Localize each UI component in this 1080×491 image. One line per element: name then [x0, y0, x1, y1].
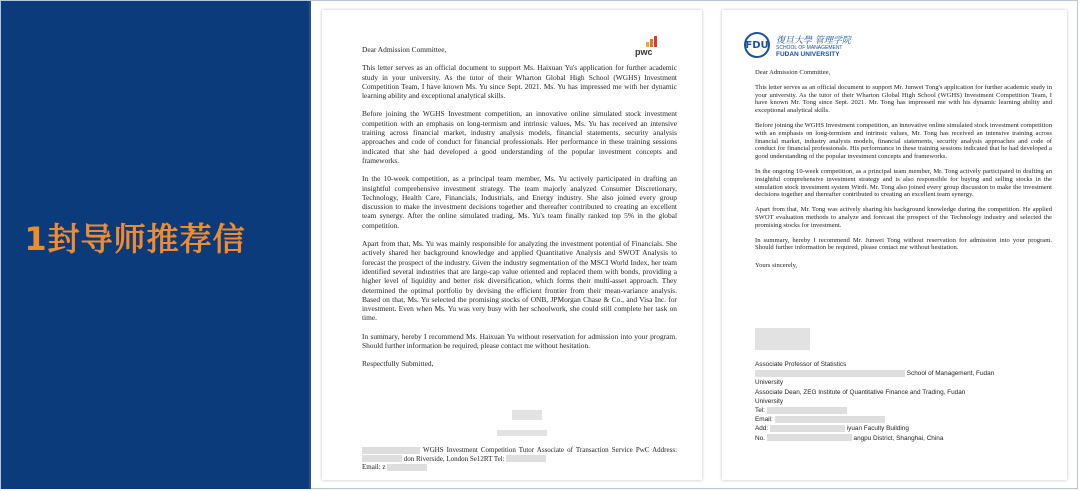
redacted-text — [767, 407, 847, 414]
paragraph: In the 10-week competition, as a principal team member, Ms. Yu actively participated in drafting an insightful comprehensive investment strategy. The team majorly analyzed Consumer Discretionary, Technology, Health Care, Financials, Industrials, and Energy industry. She also joined every group discussion to make the investment decisions together and thereafter contributed to creating an excellent team synergy. After the online simulated trading, Ms. Yu's team finally ranked top 5% in the global competition. — [362, 174, 677, 230]
left-panel — [1, 1, 309, 489]
fudan-logo-school: SCHOOL OF MANAGEMENT — [776, 45, 843, 51]
redacted-name — [497, 430, 547, 436]
paragraph: This letter serves as an official document to support Mr. Junwei Tong's application for further academic study in your university. As the tutor of their Wharton Global High School (WGHS) Investment Competition Team, I have known Mr. Tong since Sept. 2021. Mr. Tong has impressed me with his dynamic learning ability and exceptional analytical skills. — [755, 83, 1052, 115]
redacted-text — [362, 447, 420, 454]
paragraph: Apart from that, Ms. Yu was mainly responsible for analyzing the investment potential of Financials. She actively shared her background knowledge and applied Quantitative Analysis and SWOT Analysis to forecast the prospect of the industry. Given the industry segmentation of the MSCI World Index, her team identified several industries that are large-cap value oriented and replaced them with bonds, providing a higher level of liquidity and better risk diversification, which forms their multi-asset approach. They determined the optimal portfolio by devising the efficient frontier from their mean-variance analysis. Based on that, Ms. Yu selected the promising stocks of ONB, JPMorgan Chase & Co., and Visa Inc. for investment. Even when Ms. Yu was very busy with her schoolwork, she could still complete her task on time. — [362, 239, 677, 323]
redacted-text — [775, 416, 885, 423]
letter-pwc-footer — [362, 446, 677, 472]
sig-number — [755, 434, 1055, 443]
fudan-logo-cn: 復旦大學 管理学院 — [776, 36, 851, 46]
fudan-logo — [744, 32, 914, 64]
sig-title: Associate Professor of Statistics — [755, 361, 847, 368]
paragraph: Before joining the WGHS Investment competition, an innovative online simulated stock investment competition with an emphasis on long-termism and intrinsic values, Ms. Yu has received an intensive training across financial market, industry analysis models, financial statements, security analysis approaches and code of conduct for financial professionals. Her performance in these training sessions indicated that she had developed a good understanding of the popular investment concepts and frameworks. — [362, 109, 677, 165]
redacted-text — [767, 434, 852, 441]
footer-line: don Riverside, London Se12RT Tel: — [403, 454, 505, 463]
redacted-text — [362, 455, 402, 462]
redacted-text — [387, 464, 427, 471]
pwc-logo-text: pwc — [635, 47, 653, 57]
add-value: iyuan Faculty Building — [846, 425, 909, 433]
sig-school-line — [755, 369, 1055, 378]
sig-email — [755, 415, 1055, 424]
paragraph: This letter serves as an official document to support Ms. Haixuan Yu's application for further academic study in your university. As the tutor of their Wharton Global High School (WGHS) Investment Competition Team, I have known Ms. Yu since Sept. 2021. Ms. Yu has impressed me with her dynamic learning ability and exceptional analytical skills. — [362, 63, 677, 101]
fudan-logo-university: FUDAN UNIVERSITY — [776, 51, 840, 58]
redacted-signature — [755, 328, 810, 350]
paragraph: In summary, hereby I recommend Mr. Junwei Tong without reservation for admission into your program. Should further information be required, please contact me without hesitation. — [755, 236, 1052, 252]
redacted-text — [506, 455, 546, 462]
paragraph: Before joining the WGHS Investment competition, an innovative online simulated stock investment competition with an emphasis on long-termism and intrinsic values, Mr. Tong has received an intensive training across financial market, industry analysis models, financial statements, security analysis approaches and code of conduct for financial professionals. His performance in these training sessions indicated that he had developed a good understanding of the popular investment concepts and frameworks. — [755, 121, 1052, 161]
paragraph: In the ongoing 10-week competition, as a principal team member, Mr. Tong actively participated in drafting an insightful comprehensive investment strategy and is also responsible for buying and selling stocks in the simulation stock investment system Wirdi. Mr. Tong also joined every group discussion to make the investment decisions together and thereafter contributed to creating an excellent team synergy. — [755, 167, 1052, 199]
salutation: Dear Admission Committee, — [362, 45, 447, 54]
paragraph: Apart from that, Mr. Tong was actively sharing his background knowledge during the competition. He applied SWOT evaluation methods to analyze and forecast the prospect of the Technology industry and selected the promising stocks for investment. — [755, 206, 1052, 229]
letter-fudan-body — [755, 69, 1052, 277]
no-value: angpu District, Shanghai, China — [853, 434, 944, 442]
redacted-text — [770, 425, 845, 432]
sig-tel — [755, 406, 1055, 415]
letter-fudan — [722, 10, 1067, 480]
sig-school: School of Management, Fudan — [906, 370, 995, 378]
letter-pwc-body — [362, 45, 677, 378]
closing: Yours sincerely, — [755, 262, 798, 270]
fudan-emblem-icon: FDU — [744, 32, 770, 58]
tel-label: Tel: — [755, 407, 765, 415]
panel-title: 1封导师推荐信 — [24, 220, 246, 258]
sig-dean: Associate Dean, ZEG Institute of Quantitative Finance and Trading, Fudan — [755, 388, 966, 396]
closing: Respectfully Submitted, — [362, 359, 434, 369]
footer-line: WGHS Investment Competition Tutor Associate of Transaction Service PwC Address: — [422, 446, 678, 454]
redacted-signature — [512, 410, 542, 420]
paragraph: In summary, hereby I recommend Ms. Haixuan Yu without reservation for admission into your program. Should further information be required, please contact me without hesitation. — [362, 331, 677, 351]
sig-address — [755, 424, 1055, 433]
panel-divider — [309, 1, 311, 489]
signature-block — [755, 360, 1055, 443]
redacted-text — [755, 370, 905, 377]
footer-email: Email: z — [362, 463, 386, 472]
no-label: No. — [755, 434, 765, 442]
email-label: Email: — [755, 416, 773, 424]
salutation: Dear Admission Committee, — [755, 69, 831, 76]
sig-university: University — [755, 379, 784, 387]
letter-pwc — [322, 10, 702, 480]
sig-dean-university: University — [755, 397, 784, 405]
add-label: Add: — [755, 425, 769, 433]
